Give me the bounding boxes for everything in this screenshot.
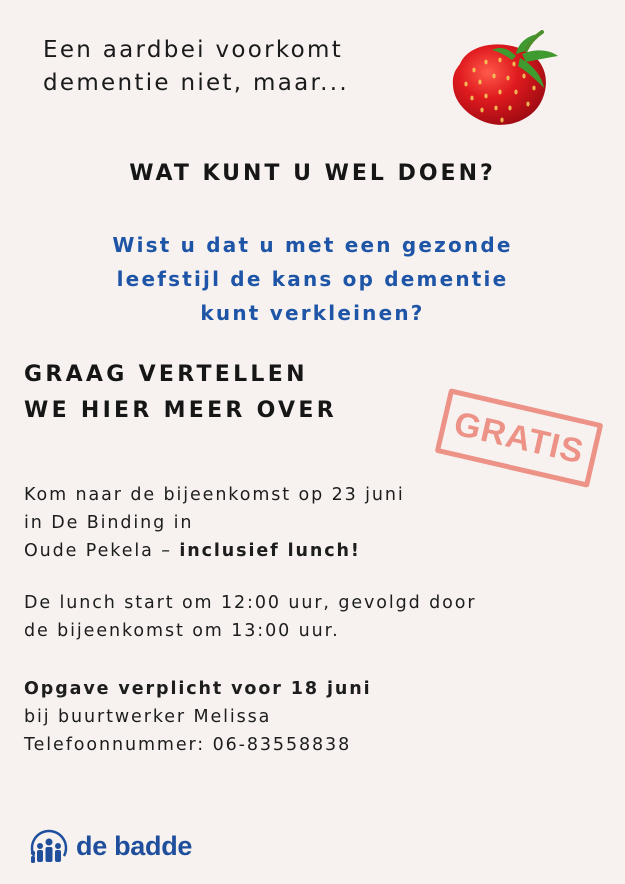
- intro-text: [43, 34, 349, 100]
- gratis-stamp: GRATIS: [435, 388, 604, 488]
- signup-contact: bij buurtwerker Melissa: [24, 707, 272, 727]
- question-line-2: leefstijl de kans op dementie: [116, 267, 509, 291]
- intro-line-2: dementie niet, maar...: [43, 70, 349, 96]
- signup-phone: Telefoonnummer: 06-83558838: [24, 735, 352, 755]
- intro-line-1: Een aardbei voorkomt: [43, 37, 344, 63]
- tell-line-1: GRAAG VERTELLEN: [24, 362, 308, 387]
- signup-paragraph: [24, 675, 371, 759]
- event-lunch-highlight: inclusief lunch!: [179, 541, 361, 561]
- tell-line-2: WE HIER MEER OVER: [24, 398, 337, 423]
- event-line-2: in De Binding in: [24, 513, 194, 533]
- signup-deadline: [24, 675, 371, 703]
- question-line-1: Wist u dat u met een gezonde: [112, 233, 513, 257]
- schedule-line-1: De lunch start om 12:00 uur, gevolgd door: [24, 593, 477, 613]
- headline: WAT KUNT U WEL DOEN?: [129, 161, 496, 186]
- question-line-3: kunt verkleinen?: [200, 301, 425, 325]
- schedule-line-2: de bijeenkomst om 13:00 uur.: [24, 621, 340, 641]
- de-badde-logo: [28, 826, 192, 866]
- event-line-1: Kom naar de bijeenkomst op 23 juni: [24, 485, 405, 505]
- event-paragraph: [24, 481, 405, 565]
- signup-deadline-text: Opgave verplicht voor 18 juni: [24, 679, 372, 699]
- schedule-paragraph: [24, 589, 476, 645]
- strawberry-icon: [446, 30, 564, 132]
- question-text: [40, 228, 585, 330]
- people-circle-icon: [28, 826, 70, 866]
- logo-text: de badde: [76, 830, 193, 861]
- tell-heading: [24, 357, 337, 429]
- event-location: Oude Pekela –: [24, 541, 180, 561]
- event-line-3: [24, 537, 405, 565]
